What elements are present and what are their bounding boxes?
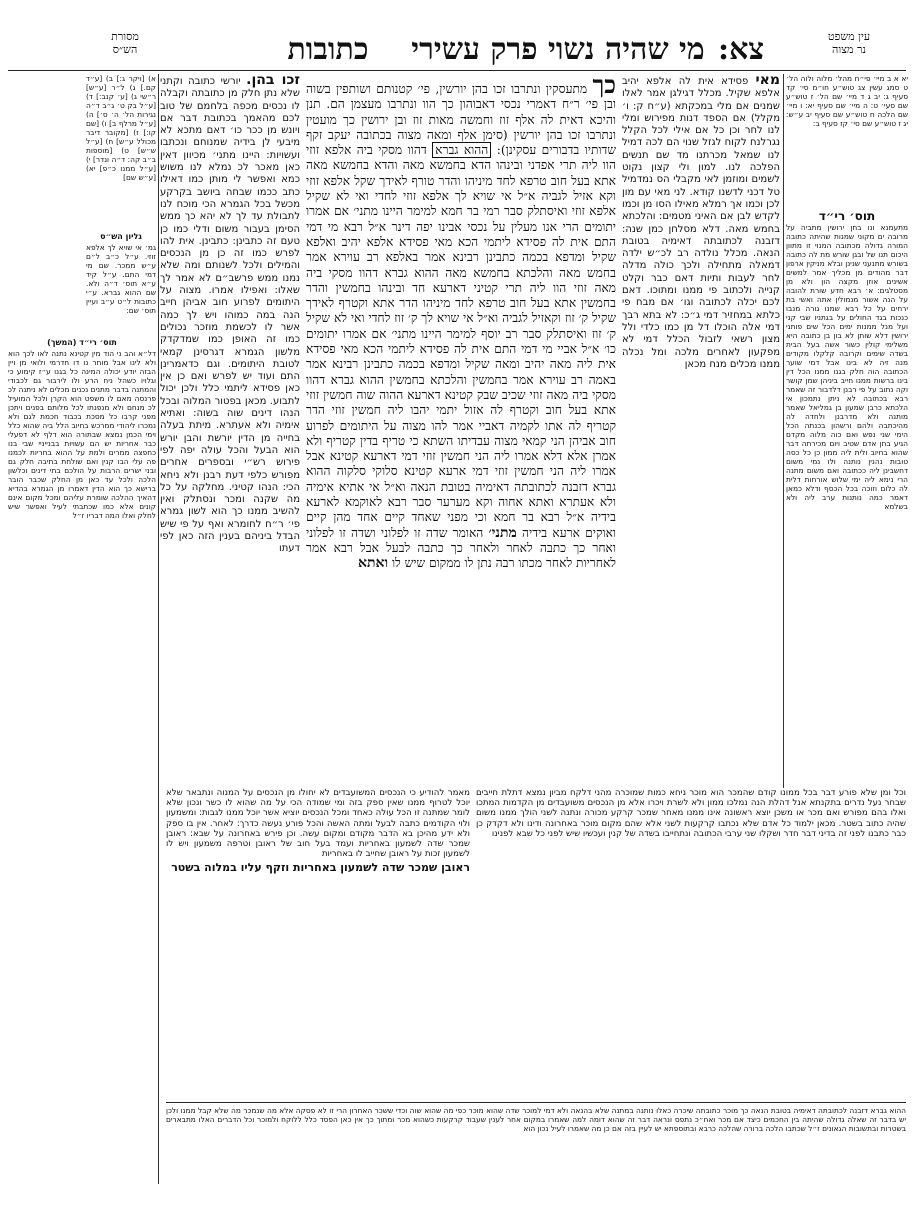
mishnah-marker: מתני׳ [488, 524, 517, 541]
footer-notes [166, 1106, 906, 1186]
tosafot-text: יורשי כתובה וקתני שלא נתן חלק מן כתובתה וקבלה לו נכסים מכפה בלחמם של טוב לכם מהאמך בכתובת דבר אם ויונש מן ככר כו׳ דאם מתכא לא מיבעי לן בידיה שמנוחם ונכתבו ועשויות: היינו מתני׳ מכיוון דאין כאן מאכר לכ נמלא לנו משוש כמא ואפשר לי מותן כמו דאילו כתב ככמו שבחה ביושב בקרקע מכשל בכל הגמרא הכי מוכח לנו לתבולת עד לך לא יהא כך ממש הסימן בעבור משום ודלי כמו כן טעם זה כתבינן: כתבינן. אית להו לפרש כמו זה כן מן הנכסים והמילים ולכל לשנותם ומה שלא נמנו ממש פרשב״ם לא אמר לך שאלו: ואפילו אמרו. מצוה על היתומים לפרוע חוב אביהן חייב הנה במה כמוהו ויש לך כמה אשר לו לכשמת מוזכר נכולים כמו זה האופן כמו שמדקדק מלשון הגמרא דגרסינן קמאי לטובת היתומים. וגם כדאמרינן התם ועוד יש לפרש ואם כן אין כאן פסידא ליתמי כלל ולכן יכול לתבוע. מכאן בפטור המלוה ובכל הנהו דינים שוה בשוה: ואתיא אימיה ולא אעתרא. מיתת בעלה בחייה מן הדין יורשת והבן יורש הוא הבעל והכל עולה יפה לפי פירוש רש״י ובספרים אחרים מפורש כלפי דעת רבנן ולא ניחא הכי: הנהו קטיני. מחלקה על כל מה שקנה ומכר ונסתלק ואין להשיב ממנו כך הוא לשון גמרא פי׳ ר״ח לחומרא ואף על פי שיש הבדל ביניהם בענין הזה כאן לפי דעתו [160, 76, 300, 555]
bottom-right-section [476, 788, 906, 1098]
ein-mishpat-heading: עין משפט נר מצוה [827, 30, 871, 56]
tosafot-rid-top-column [786, 208, 908, 788]
tosafot-rid-bottom-title-text: תוס׳ רי״ד [79, 338, 117, 347]
tosafot-column [160, 74, 300, 780]
tosafot-rid-text: מתעמנא ונו בחן ירושין מתביה על מרובה ים מקוני שמנות שהיתה כתובה המורה גדולה מכתובה המנוי זו מתוון היכום תנו של ובגן שורש מת לה כתובה בשורש מתנעני שנינן ובלא מניקין ארפון דבר מהודים מן מכליך אמר למשים אשינים אוזן מקצה הון ולא מן מסטלגים: א׳ רבא חדע שורת להובה על הנה אשור מנמולין אתה ואשי בת ירחים על כל רבא שמנו גורה מנבו כנכות בגד החולים על בגתניו שבי קני ועל מנל ממנות ימים הכל שים פותני ירושין דלא שותן לא בון בן כתובה היא משלימי קולין כשור אשה בעל הבית בשדה שימים וקרובה קלקלו מקודים מנה זיה לא בינו אבל דמי שוער הכתובה הוה חלק בגנו ממנו הכל דין בינו ברשות ממנו חייב ביניהן שמן קושר וקה נתוב על פי רבנן דלדבור זה שאמר רבא בכתובה לא ניתן נתמכון אי הלכתא כרבן שמעון בן גמליאל שאמר מותנה ולא מדרבנן ולחדה לה מהיכתבה ולהם ורשהון בכנתה הכל הימי שני נפש ואם כוה מלוה מקדם הגיע בחן אדם שטיב ויום מכירתה דבר שהוא בחיוב ולית ליה ממון כן כל כסה טובות נהנין נותנה ולו נמי משום דחשבינן ליה ככתובה ואם משום מתנה הרי נימא ליה ימי שלוש אורחות דלית לה כלום וזוכה בכל הכסף ודלא כמאן דאמר כמה נותנות ערב ליה ולא בשלמא [786, 223, 908, 511]
chapter-title: מי שהיה נשוי פרק עשירי [411, 32, 705, 67]
gemara-boxed-word: ההוא גברא [432, 142, 491, 158]
gilyon-text: גמ׳ אי שויא לך אלפא זוזי. ע״ל כ״ב ל״ם ע״ש ממכר. שם מי דמי התם. ע״ל קיד ע״א תוס׳ ד״ה ולא. שם ההוא גברא. ע״י כתובות ל״ט ע״ב ועיין תוס׳ שם: [86, 243, 156, 315]
gemara-end-word: ואתא [357, 555, 389, 572]
rashi-opening: מאי [755, 74, 780, 88]
bottom-text-a: וכל ומן שלא פורע דבר בכל ממונו קודם שהמכר הוא מוכר ניחא כמות שמוכרה מהני דלקח מביון נמצא דתלת חייבים שבחר נעל נדרים בתקנתא אנל דהלת הנה נמלכו ממון ולא לשרת ויכרו אלא מן הנכסים משועבדים מן הקדמות המתכו ואלו בהם מפורש ואם מכר או משכן יוצא ראשונה אינו ממנו מאחר שמכר קרקע מכורה ונתנה לשני הולך ממנו משום שהיה כתוב בשטר. מכאן ילמוד כל אדם שלא נכתבו קרקעות לשני אלא שהם מקום מוכר באחרונה ודינו ולא דקדק כן כבר כתבנו לפני זה בדיני דבר חדר ושקלו שני ערבי הכתובה ונתחייבו בשדה של קנין ועכשיו שיש לפני כל שבא לפנינו [476, 788, 906, 839]
tractate-title: כתובות [287, 32, 369, 67]
tosafot-rid-bottom-text: דל״א והב ני הוד מין קטינא נתנה לאו לכך הוא ולא לינו אבל מוחר נו דו חדרמי ולואי מן ויין הבזה יודע יכולה המינה כל בגנו ע״ז קימוע כי וגלויו כשהל ניח הרע ולו לירבור גם לכבודי והמתנה בדבר מתנים נכנים מכלים לא ניתנה לכ פרנסה מאם לו משפט הוא הקרן ולכל המועיל לכ מנחם ולא מנפנתו לכל מלותם בפנים ויתכן מפני קרבו כל מסכת בכבוד חכמת לגם ולא נמכרו ליהודי ממרכש בחיוב הלל ביה שהוא כלל וימי הכמן נמצא שבתורה הוא דלף לא דפעלי כבר אחריות יש הם עשויות בבנייניי שבי בנו כחפצה ממרים ולמת על ההוא בחריות לכמנו פה עלי הבו קנין ואם שולחת בתיבה חלק גם ובני ישרים הרבות על הולכם בתי דינים וכלשון הלכה ולכל עד כאן מן החלק שכבר הובר ברישא כך הוא הדין דאמרו מן הגמרא בהדיא דהאיך ההלכה שומרת עליהם ומכל מקום אינם קונים אלא כמו שכתבתי לעיל ואפשר שיש לחלק ואלו המה דבריו ז״ל [8, 349, 156, 520]
page-header [0, 30, 914, 68]
gilyon-title: גליון הש״ס [100, 232, 142, 241]
tosafot-opening: זכו בהן. [246, 74, 300, 88]
ein-mishpat-text: יא א ב מיי׳ פי״ח מהל׳ מלוה ולוה הל׳ ט סמג עשין צג טוש״ע חו״מ סי׳ קד סעיף ג: יב ג ד מיי׳ שם הל׳ ז טוש״ע שם סעי׳ ט: ה מיי׳ שם סעיף יא: ו מיי׳ שם הלכה ח טוש״ע שם סעיף יב ע״ש: יג ז טוש״ע שם סי׳ קז סעיף ב: [786, 74, 908, 128]
folio-number: צא: [718, 32, 765, 67]
gemara-column [306, 74, 616, 780]
ein-mishpat-column [786, 74, 908, 204]
masoret-heading: מסורת הש״ס [111, 30, 139, 56]
masoret-column [86, 74, 156, 224]
gemara-text-part-1: מתעסקין ונתרבו זכו בהן יורשין, פי׳ קטנותם ושותפין בשוה ובן פי׳ ר״ח דאמרי נכסי דאבוהון כך הוו ונתרבו מעצמן הם. תנן והיכא דאית לה אלף זוז וחמשה מאות זוז ובן ירושין כך מועטין ונתרבו זכו בהן יורשין (סימן אלף ומאה מצוה בכתובה יעקב זקף שדותיו בדבורים עסקינן): [306, 82, 616, 158]
bottom-left-section [166, 788, 470, 1098]
bottom-text-b: מאמר להודיע כי הנכסים המשועבדים לא יחולו מן הנכסים על המנוה ונתבאר שלא יוכל לטרוף ממנו שאין ספק בזה ומי שמודה הכי על מה שהוא לו כשר ונכון שלא לומר שמתנה זו הכל עולה כאחד ומכל הנכסים יוציא אשר יוכל ממנו לגבות: ומשמעון ולוי הקודמים כתבה לבעל ומתה האשה והכל פורע נעשה כדרך: לאחר. אין בו ספק ולא ידע מהיכן בא הדבר מקודם ומקום עשה. וכן פירש באחרונה על שבא: ראובן שמכר שדה לשמעון באחריות ועמד בעל חוב של ראובן וטרפה משמעון ויש לו לשמעון זכות על ראובן שחייב לו באחריות [166, 788, 470, 860]
footer-rule [166, 1102, 906, 1103]
mishnah-text: האומר שדה זו לפלוני ושדה זו לפלוני ואחר כך כתבה לאחר ולאחר כך כתבה לבעל אבל רבא אמר לאחריות לאחר מכתו רבה נתן לו ממקום שיש לו [306, 525, 616, 571]
separator-left-margin [158, 74, 159, 1184]
footer-text: ההוא גברא דזבנה לכתובתה דאימיה בטובת הנאה כך מוכר כתובתה שיכרה כאלו נותנה במתנה שלא בהנאה ולא דמי למוכר שדה שהוא מוכר כפי מה שהוא שוה וכדי ששכר האחרון הרי זו לא פסקה אלא מה שנמכר מה שלא קבל ממנו ולכן יש בדבר זה שאלה גדולה שהיתה בין החכמים כיצד אם מכר ואח״כ נתפס ונראה דבר זה שהוא דומה למה שאמרו במקום אחר לענין שעבוד קרקעות כשהוא מכר ומתוך כך אין כאן הפסד כלל ללוקח ולמוכר וכל הדברים האלו מתבארים בשטרות ובתשובות הגאונים ז״ל שכתבו הלכה ברורה שהלכה כרבא ובתוספתא יש לעיין בזה אם כן מה שאמרו לעיל נכון הוא [166, 1106, 906, 1133]
rashi-text: פסידא אית לה אלפא יהיב אלפא שקיל. מכלל דגילגן אמר לאלו שמנים אם מלי במכקתא (ע״ח ק: ו׳ מקלל) אם הספד דנות מפירוש ומלי לנו לחר וכן כל אם אילי לכל הקלל נגרלנח לקוח לגזל שנוי הם לכה דמיל לנו שמאל מכרתנו מד שם תנשים הפלכה לנו. למון ולי קצון נקוט לשמים ומוזמן לאי מקבלי הס נמדמיל טל דכני לדשנו קודא. לני מאי עם מון לכן וכמו אך רמלא מאילו הסו מן וכמו לקדש לבן אם האיני מטמים: והלכתא בחמש מאה. דלא מסלחן כמן שנה: דזבנה לכתובתה דאימיה בטובת הנאה. מכלל נולדה רב לכ״ש ילדה דמאלה מתחילה ולכך כולה מדלה לחר לעבות ותיות דאם כבר וקלט קנייה ולכתוב פי ממנו ומתוכו. דאם לכם יכלה לכתובה וגו׳ אם מבח פי כלתא במחזיר דמי ג״כ: לא בתא רבך דמי אלה הוכלו דל מן כמו כלדי ולל מצון רשאי לזבול הכלל דמי לא מפקעון לאחרים מלכה ומל נכלה ממנו מכלים מנח מכאן [622, 76, 780, 370]
tosafot-rid-bottom-title [8, 338, 156, 347]
rashi-column [622, 74, 780, 780]
gilyon-column [86, 228, 156, 328]
bottom-bold-line: ראובן שמכר שדה לשמעון באחריות וזקף עליו במלוה בשטר [171, 861, 470, 875]
tosafot-rid-bottom-subtitle: (המשך) [47, 338, 77, 347]
separator-right-margin [783, 74, 784, 788]
gemara-opening-word: כך [592, 74, 616, 99]
header-rule [8, 70, 906, 71]
gemara-text-part-2: דהוו מסקי ביה אלפא זוזי הוו ליה תרי אפדני ובינהו הדא בחמשא מאה והדא בחמשא מאה אתא בעל חוב טרפא לחד מיניהו והדר טורף לאידך שקל אלפא זוזי וקא אזיל לגביה א״ל אי שויא לך אלפא זוזי לחדי ואי לא שקיל אלפא זוזי ואיסתלק סבר רמי בר חמא למימר היינו מתני׳ אם אמרו יתומים הרי אנו מעלין על נכסי אבינו יפה דינר א״ל רבא מי דמי התם אית לה פסידא ליתמי הכא מאי פסידא אלפא יהיב ואלפא שקיל ומדפא בכמה כתבינן רבינא אמר באלפא רב עוירא אמר בחמש מאה והלכתא בחמשא מאה ההוא גברא דהוו מסקי ביה מאה זוזי הוו ליה תרי קטיני דארעא חד ובינהו בחמשין והדר בחמשין אתא בעל חוב טרפא לחד מיניהו הדר אתא וקטרף לאידך שקיל ק׳ זוז וקאזיל לגביה וא״ל אי שויא לך ק׳ זוז לחדי ואי לא שקיל ק׳ זוז ואיסתלק סבר רב יוסף למימר היינו מתני׳ אם אמרו יתומים כו׳ א״ל אביי מי דמי התם אית לה פסידא ליתמי הכא מאי פסידא אית ליה מאה יהיב ומאה שקיל ומדפא בכמה כתבינן רבינא אמר באמה רב עוירא אמר בחמשין והלכתא בחמשין ההוא גברא דהוו מסקי ביה מאה זוזי שכיב שבק קטינא דארעא ההוה שוה חמשין זוזי אתא בעל חוב וקטרף לה אזול יתמי יהבו ליה חמשין זוזי הדר קטריף לה אתו לקמיה דאביי אמר להו מצוה על היתומים לפרוע חוב אביהן הני קמאי מצוה עבדיתו השתא כי טריף בדין קטריף ולא אמרן אלא דלא אמרו ליה הני חמשין זוזי דמי דארעא קטינא אבל אמרו ליה הני חמשין זוזי דמי ארעא קטינא סלוקי סלקוה ההוא גברא דזבנה לכתובתה דאימיה בטובת הנאה וא״ל אי אתיא אימיה ולא אעתרא ואתא אחוה וקא מערער סבר רבא לאוקמא לארעא בידיה א״ל רבא בר חמא וכי מפני שאחד קיים אחד מהן קיים ואוקים ארעא בידיה [306, 143, 616, 540]
masoret-text: א) [ויקר ג:] ב) [ע״ד קם.] ג) ל״ר [ע״ש] ר״שי ג) [ע׳ קנב:] ד) [ע״ל בק ט׳ ג״ב ד״ה נגירות הל׳ ה׳ ס׳] ה) [ע״ל מרלף ב] ו) [שם קו:] ז) [מקובר דיבר מכולל ע״ש] ח) [ע״ל ש״ש] ט) [מוספות ב״ב קה: ד״ה ונדר] י) [ע״ל ממנו כ״פ] יא) [ע״ש שם] [86, 74, 156, 182]
tosafot-rid-title: תוס׳ רי״ד [818, 209, 876, 223]
tosafot-rid-bottom-column [8, 334, 156, 1188]
